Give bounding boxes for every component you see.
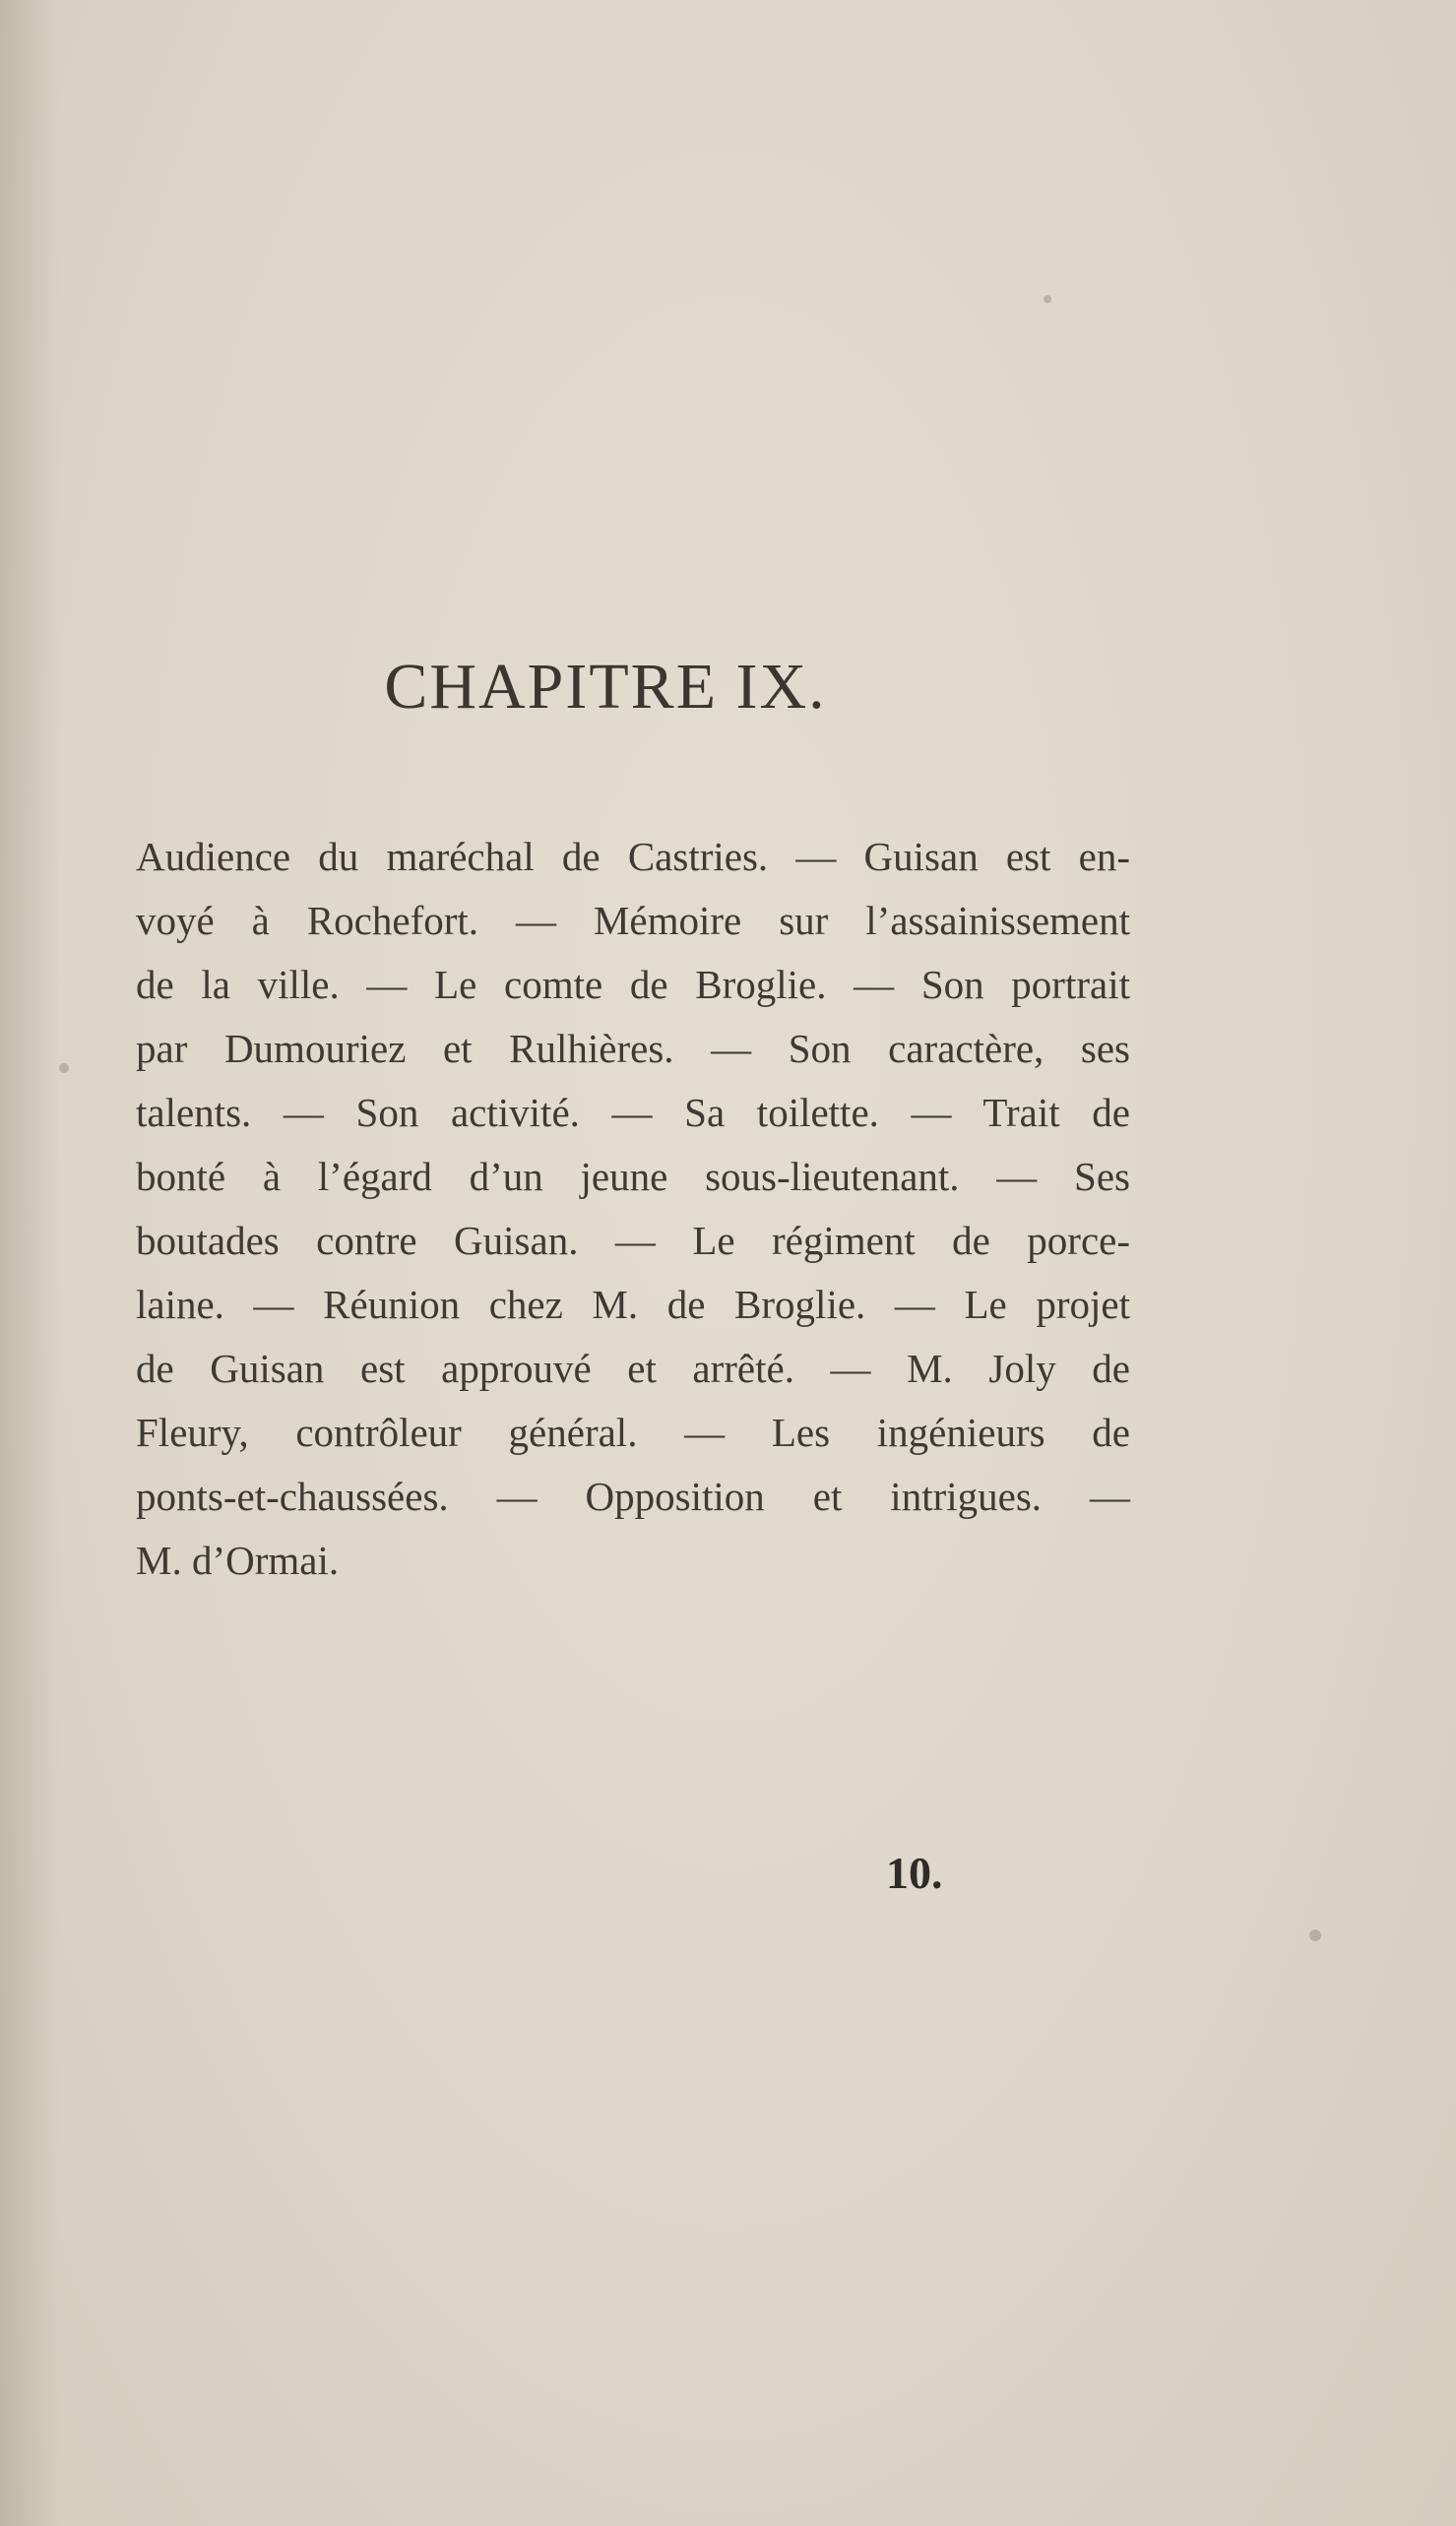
summary-line: laine. — Réunion chez M. de Broglie. — Le projet [136, 1282, 1130, 1327]
summary-line: M. d’Ormai. [136, 1538, 340, 1583]
paper-speck [1044, 295, 1051, 303]
summary-line: voyé à Rochefort. — Mémoire sur l’assainissement [136, 898, 1130, 943]
summary-line: Fleury, contrôleur général. — Les ingénieurs de [136, 1410, 1130, 1455]
summary-line: talents. — Son activité. — Sa toilette. — Trait de [136, 1090, 1130, 1135]
page-edge-shadow [0, 0, 59, 2526]
summary-line: boutades contre Guisan. — Le régiment de porce- [136, 1218, 1130, 1263]
summary-line: ponts-et-chaussées. — Opposition et intrigues. — [136, 1474, 1130, 1519]
page-number: 10. [886, 1848, 943, 1898]
paper-speck [59, 1063, 69, 1073]
summary-line: par Dumouriez et Rulhières. — Son caractère, ses [136, 1026, 1130, 1071]
summary-line: de Guisan est approuvé et arrêté. — M. Joly de [136, 1346, 1130, 1391]
paper-speck [1309, 1929, 1321, 1941]
chapter-summary [136, 825, 1130, 1593]
chapter-title: CHAPITRE IX. [384, 651, 827, 723]
summary-line: de la ville. — Le comte de Broglie. — Son portrait [136, 962, 1130, 1007]
summary-line: bonté à l’égard d’un jeune sous-lieutenant. — Ses [136, 1154, 1130, 1199]
summary-line: Audience du maréchal de Castries. — Guisan est en- [136, 834, 1130, 879]
